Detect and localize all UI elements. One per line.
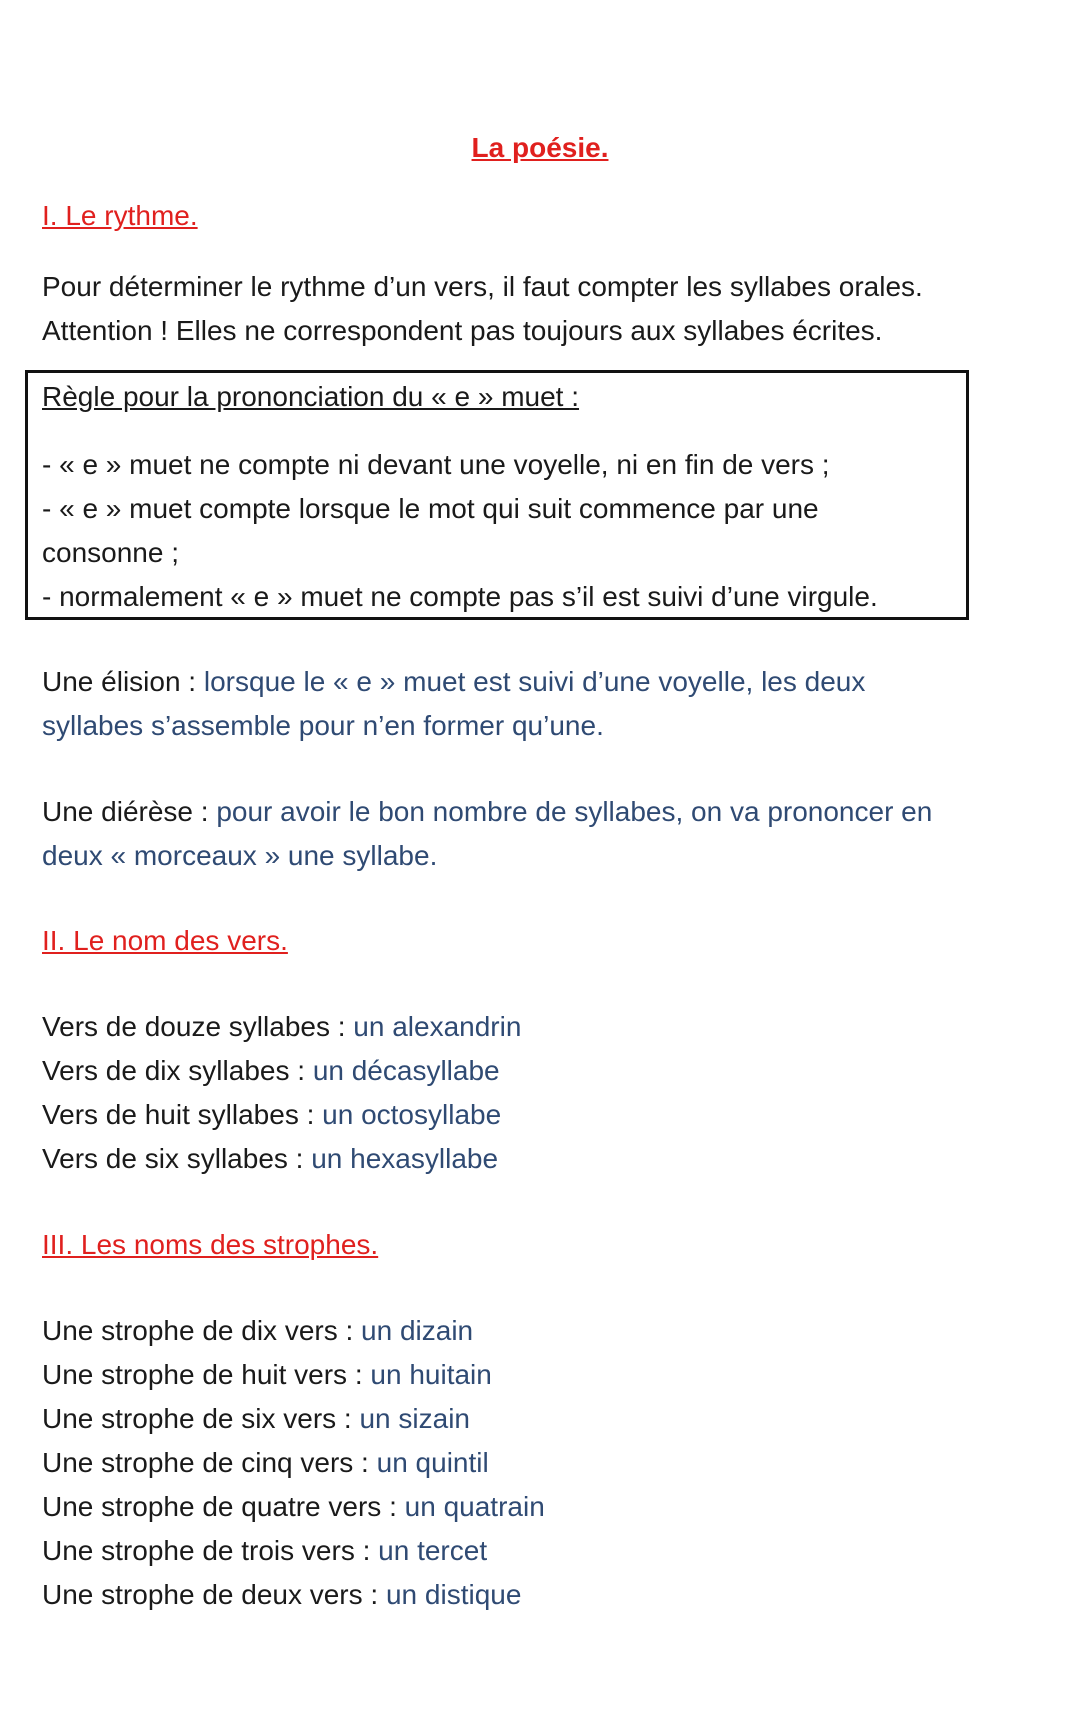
strophe-label: Une strophe de quatre vers : [42,1491,405,1522]
strophe-label: Une strophe de deux vers : [42,1579,386,1610]
strophe-value: un quatrain [404,1491,545,1522]
strophe-label: Une strophe de six vers : [42,1403,360,1434]
strophe-label: Une strophe de cinq vers : [42,1447,377,1478]
vers-value: un hexasyllabe [311,1143,499,1174]
vers-value: un alexandrin [353,1011,522,1042]
elision-line-2: syllabes s’assemble pour n’en former qu’une. [42,710,604,741]
vers-item [42,1005,521,1049]
strophe-label: Une strophe de huit vers : [42,1359,371,1390]
page-title: La poésie. [471,132,609,163]
strophe-value: un tercet [378,1535,488,1566]
strophe-label: Une strophe de trois vers : [42,1535,379,1566]
strophe-item [42,1573,521,1617]
vers-label: Vers de douze syllabes : [42,1011,354,1042]
strophe-item [42,1529,487,1573]
vers-item [42,1049,500,1093]
strophe-value: un dizain [361,1315,474,1346]
vers-label: Vers de dix syllabes : [42,1055,313,1086]
vers-item [42,1137,498,1181]
strophe-value: un sizain [359,1403,470,1434]
strophe-item [42,1397,470,1441]
section-heading-strophes: III. Les noms des strophes. [42,1229,379,1260]
dierese-line-1 [42,790,932,834]
vers-label: Vers de six syllabes : [42,1143,312,1174]
strophe-value: un quintil [376,1447,489,1478]
strophe-item [42,1353,492,1397]
vers-item [42,1093,501,1137]
strophe-item [42,1309,473,1353]
vers-value: un octosyllabe [322,1099,502,1130]
strophe-item [42,1485,545,1529]
intro-line-2: Attention ! Elles ne correspondent pas toujours aux syllabes écrites. [42,315,883,346]
elision-line-1 [42,660,865,704]
dierese-definition: pour avoir le bon nombre de syllabes, on va prononcer en [216,796,933,827]
vers-label: Vers de huit syllabes : [42,1099,323,1130]
strophe-value: un huitain [370,1359,492,1390]
elision-definition: lorsque le « e » muet est suivi d’une voyelle, les deux [203,666,866,697]
rule-box-title: Règle pour la prononciation du « e » muet : [42,381,580,412]
intro-line-1: Pour déterminer le rythme d’un vers, il faut compter les syllabes orales. [42,271,923,302]
section-heading-vers: II. Le nom des vers. [42,925,288,956]
rule-line-3: consonne ; [42,537,179,568]
section-heading-rythme: I. Le rythme. [42,200,198,231]
strophe-value: un distique [385,1579,522,1610]
rule-line-4: - normalement « e » muet ne compte pas s’il est suivi d’une virgule. [42,581,878,612]
dierese-line-2: deux « morceaux » une syllabe. [42,840,438,871]
dierese-term: Une diérèse : [42,796,217,827]
elision-term: Une élision : [42,666,204,697]
strophe-item [42,1441,489,1485]
rule-line-1: - « e » muet ne compte ni devant une voyelle, ni en fin de vers ; [42,449,830,480]
strophe-label: Une strophe de dix vers : [42,1315,362,1346]
rule-line-2: - « e » muet compte lorsque le mot qui suit commence par une [42,493,819,524]
vers-value: un décasyllabe [312,1055,500,1086]
